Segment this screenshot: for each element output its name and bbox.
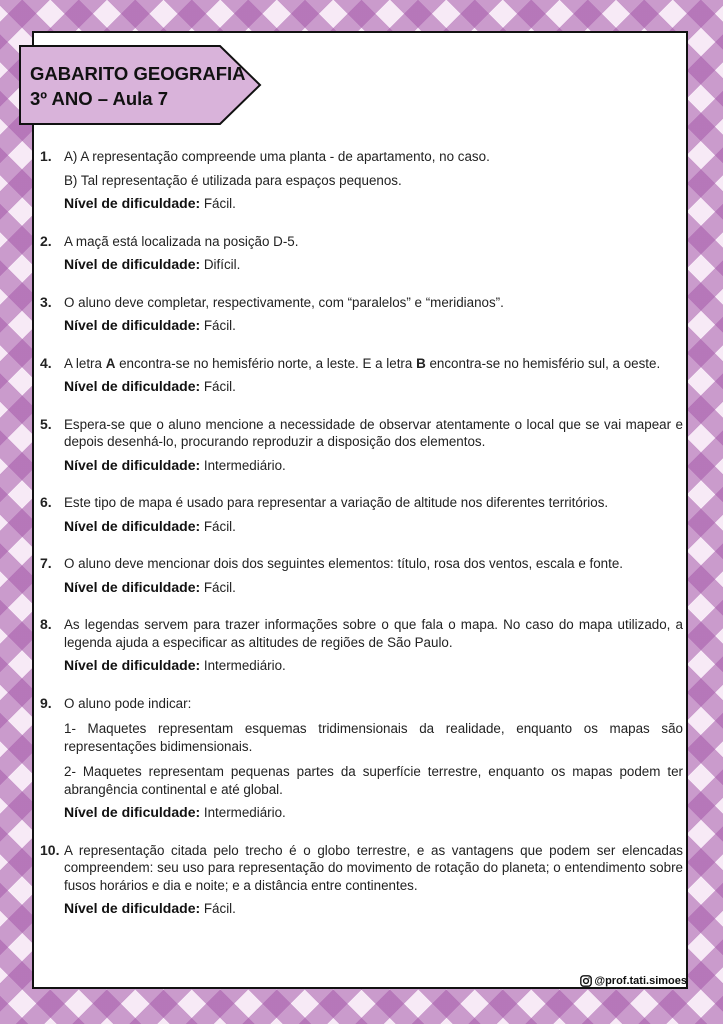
item-text: B) Tal representação é utilizada para espaços pequenos. [64,172,402,188]
item-number: 7. [40,555,52,571]
answer-item-5 [40,416,683,475]
answer-item-9 [40,695,683,822]
item-text: A representação citada pelo trecho é o globo terrestre, e as vantagens que podem ser elencadas compreendem: seu uso para representação do movimento de rotação do planeta; o entendimento sobre fusos horários e dia e noite; e a distância entre continentes. [64,842,683,893]
answer-item-2 [40,233,683,274]
difficulty-line [64,195,683,213]
item-number: 2. [40,232,52,249]
difficulty-line [64,317,683,335]
answer-item-1 [40,148,683,213]
difficulty-line [64,518,683,536]
difficulty-label: Nível de dificuldade: [64,804,201,820]
item-text: A) A representação compreende uma planta - de apartamento, no caso. [64,149,490,164]
item-text: 2- Maquetes representam pequenas partes da superfície terrestre, enquanto os mapas podem ter abrangência continental e até global. [64,764,683,797]
item-number: 6. [40,494,52,510]
difficulty-label: Nível de dificuldade: [64,317,201,333]
difficulty-line [64,900,683,918]
text-part: A letra [64,355,106,371]
item-text: Este tipo de mapa é usado para representar a variação de altitude nos diferentes territórios. [64,495,609,510]
page-subtitle: 3º ANO – Aula 7 [30,88,169,109]
difficulty-line [64,256,683,274]
item-text: Espera-se que o aluno mencione a necessidade de observar atentamente o local que se vai mapear e depois desenhá-lo, procurando reproduzir a disposição dos elementos. [64,416,683,449]
item-number: 8. [40,616,52,632]
item-text: As legendas servem para trazer informações sobre o que fala o mapa. No caso do mapa utilizado, a legenda ajuda a especificar as altitudes de regiões de São Paulo. [64,617,683,650]
difficulty-value: Difícil. [203,257,241,272]
difficulty-line [64,804,683,822]
answer-item-3 [40,294,683,335]
item-number: 3. [40,293,52,310]
footer-credit [580,975,687,987]
difficulty-value: Intermediário. [203,658,286,673]
answer-item-10 [40,842,683,918]
difficulty-value: Fácil. [203,379,236,394]
difficulty-label: Nível de dificuldade: [64,578,201,595]
item-text: O aluno pode indicar: [64,695,192,711]
difficulty-label: Nível de dificuldade: [64,517,201,534]
difficulty-line [64,579,683,597]
instagram-handle: @prof.tati.simoes [594,975,687,987]
item-text: O aluno deve completar, respectivamente, com “paralelos” e “meridianos”. [64,294,504,310]
difficulty-value: Fácil. [203,518,236,534]
item-text: 1- Maquetes representam esquemas tridimensionais da realidade, enquanto os mapas são representações bidimensionais. [64,721,683,754]
difficulty-value: Intermediário. [203,457,286,473]
letter-a: A [105,355,116,371]
difficulty-line [64,378,683,396]
item-number: 9. [40,694,52,711]
difficulty-label: Nível de dificuldade: [64,456,201,473]
item-text: O aluno deve mencionar dois dos seguintes elementos: título, rosa dos ventos, escala e fonte. [64,556,624,571]
title-banner [18,44,262,126]
text-part: encontra-se no hemisfério norte, a leste. E a letra [115,355,417,371]
difficulty-value: Fácil. [203,318,236,333]
difficulty-line [64,657,683,675]
item-number: 1. [40,148,52,164]
page-title: GABARITO GEOGRAFIA [30,63,246,84]
answer-list [40,148,683,938]
difficulty-label: Nível de dificuldade: [64,900,201,916]
difficulty-value: Intermediário. [203,805,286,820]
difficulty-label: Nível de dificuldade: [64,657,201,673]
item-text [64,355,683,373]
difficulty-value: Fácil. [203,901,236,916]
instagram-icon [580,975,592,987]
difficulty-label: Nível de dificuldade: [64,378,201,394]
difficulty-value: Fácil. [203,579,236,595]
answer-item-6 [40,494,683,535]
difficulty-line [64,457,683,475]
item-number: 4. [40,354,52,371]
item-number: 5. [40,415,52,432]
text-part: encontra-se no hemisfério sul, a oeste. [425,355,661,371]
answer-item-4 [40,355,683,396]
item-text: A maçã está localizada na posição D-5. [64,233,299,249]
answer-item-7 [40,555,683,596]
answer-item-8 [40,616,683,675]
difficulty-label: Nível de dificuldade: [64,256,201,272]
item-number: 10. [40,841,60,858]
difficulty-label: Nível de dificuldade: [64,195,201,211]
letter-b: B [416,355,426,371]
difficulty-value: Fácil. [203,196,236,211]
